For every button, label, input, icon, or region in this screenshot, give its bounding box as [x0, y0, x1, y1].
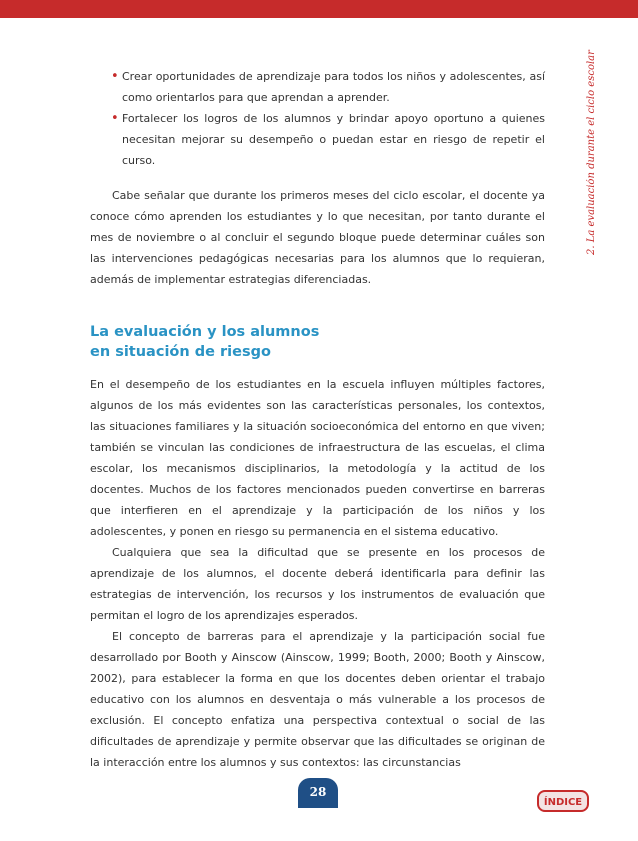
- section-heading-line1: La evaluación y los alumnos: [90, 324, 320, 340]
- bullet-icon: •: [111, 111, 119, 126]
- list-item: [90, 66, 545, 108]
- bullet-icon: •: [111, 69, 119, 84]
- bullet-list: [90, 66, 545, 171]
- bullet-text: Crear oportunidades de aprendizaje para todos los niños y adolescentes, así como orientarlos para que aprendan a aprender.: [122, 70, 545, 104]
- bullet-text: Fortalecer los logros de los alumnos y brindar apoyo oportuno a quienes necesitan mejorar su desempeño o puedan estar en riesgo de repetir el curso.: [122, 112, 545, 167]
- index-button[interactable]: ÍNDICE: [537, 790, 589, 812]
- paragraph-intro: Cabe señalar que durante los primeros meses del ciclo escolar, el docente ya conoce cómo aprenden los estudiantes y lo que necesitan, por tanto durante el mes de noviembre o al concluir el segundo bloque puede determinar cuáles son las intervenciones pedagógicas necesarias para los alumnos que lo requieran, además de implementar estrategias diferenciadas.: [90, 189, 545, 286]
- page-number: 28: [298, 778, 338, 808]
- section-paragraph-2: Cualquiera que sea la dificultad que se presente en los procesos de aprendizaje de los alumnos, el docente deberá identificarla para definir las estrategias de intervención, los recursos y los instrumentos de evaluación que permitan el logro de los aprendizajes esperados.: [90, 546, 545, 622]
- section-heading: [90, 322, 545, 362]
- top-color-bar: [0, 0, 638, 18]
- chapter-side-title: 2. La evaluación durante el ciclo escolar: [586, 50, 597, 255]
- section-heading-line2: en situación de riesgo: [90, 344, 271, 360]
- list-item: [90, 108, 545, 171]
- page-content: [90, 66, 545, 773]
- section-paragraph-3: El concepto de barreras para el aprendizaje y la participación social fue desarrollado por Booth y Ainscow (Ainscow, 1999; Booth, 2000; Booth y Ainscow, 2002), para establecer la forma en que los docentes deben orientar el trabajo educativo con los alumnos en desventaja o más vulnerable a los procesos de exclusión. El concepto enfatiza una perspectiva contextual o social de las dificultades de aprendizaje y permite observar que las dificultades se originan de la interacción entre los alumnos y sus contextos: las circunstancias: [90, 630, 545, 769]
- section-paragraph-1: En el desempeño de los estudiantes en la escuela influyen múltiples factores, algunos de los más evidentes son las características personales, los contextos, las situaciones familiares y la situación socioeconómica del entorno en que viven; también se vinculan las condiciones de infraestructura de las escuelas, el clima escolar, los mecanismos disciplinarios, la metodología y la actitud de los docentes. Muchos de los factores mencionados pueden convertirse en barreras que interfieren en el aprendizaje y la participación de los niños y los adolescentes, y ponen en riesgo su permanencia en el sistema educativo.: [90, 378, 545, 538]
